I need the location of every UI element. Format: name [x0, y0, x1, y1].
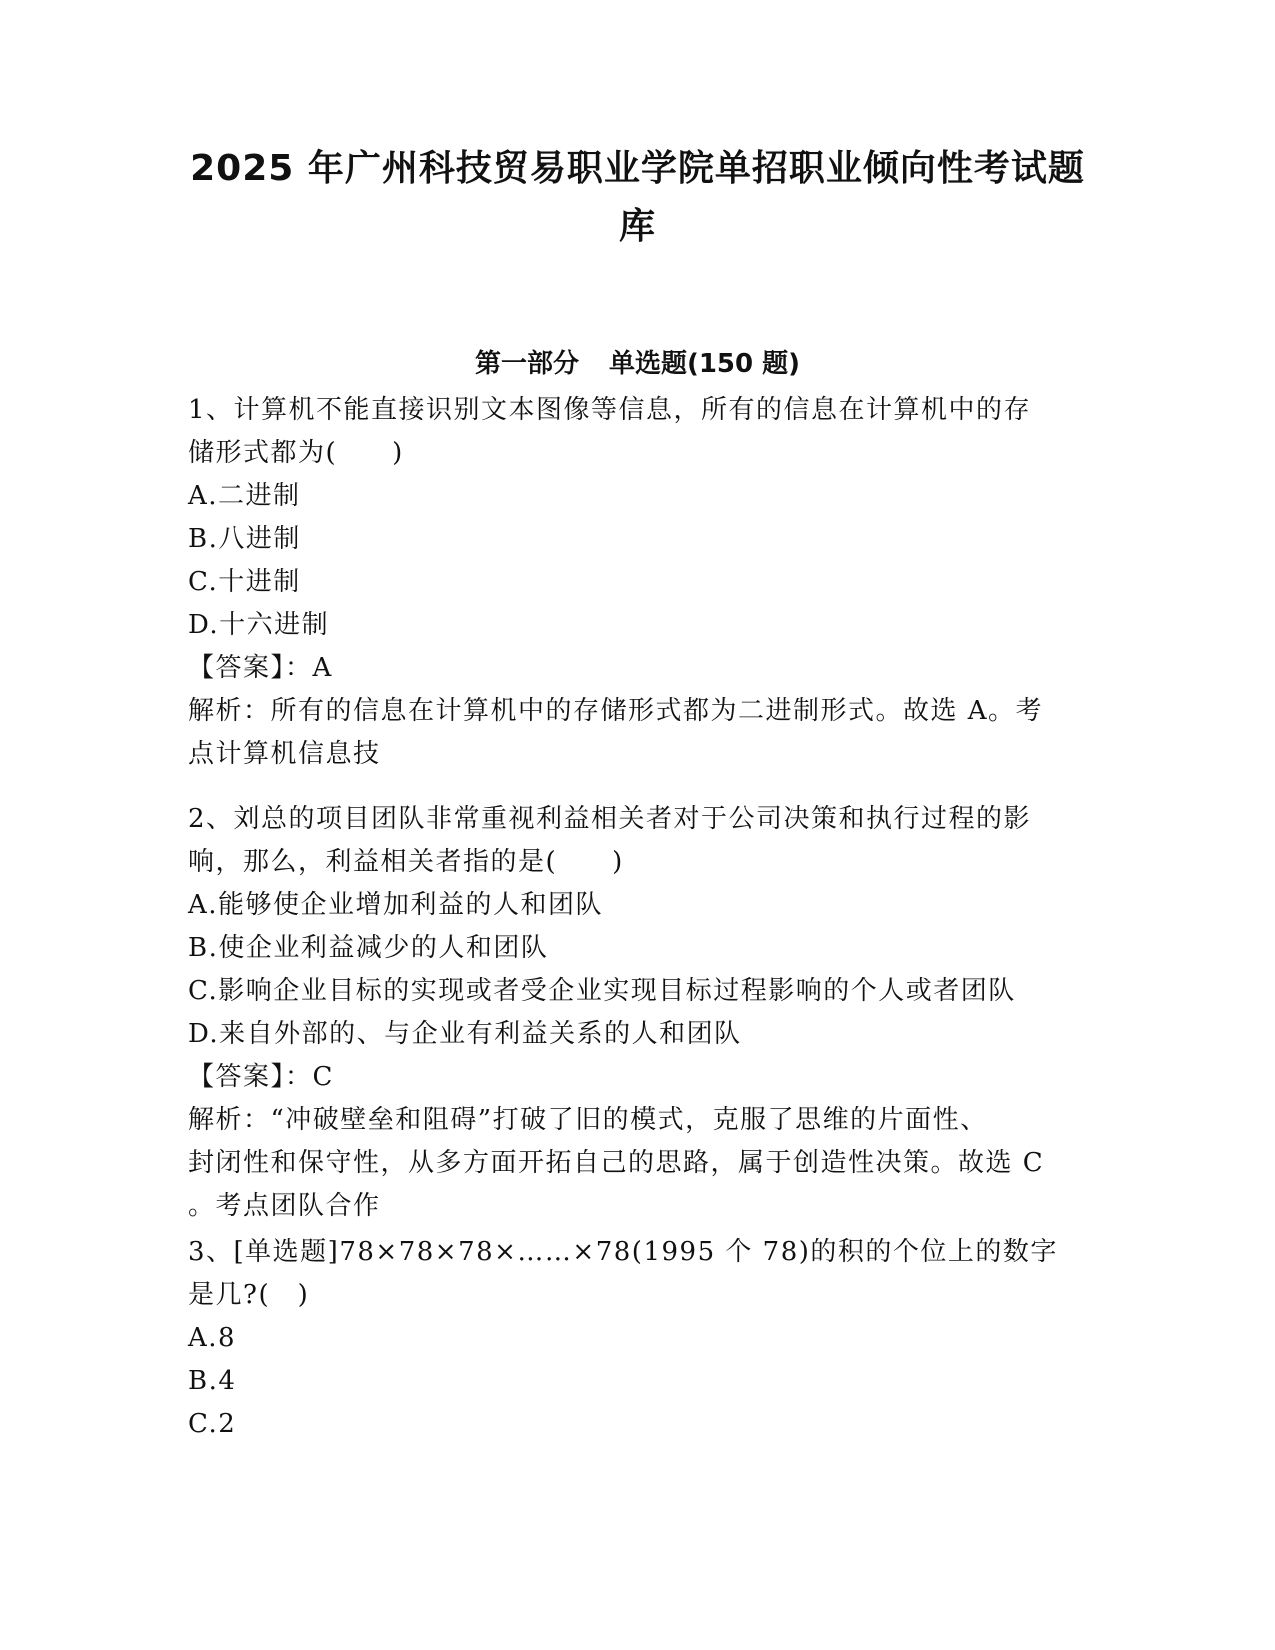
section-name: 单选题(150 题)	[608, 349, 801, 379]
section-heading	[180, 346, 1095, 382]
option-a: A.二进制	[188, 481, 301, 511]
option-a: A.8	[188, 1323, 237, 1353]
analysis-line: 解析：所有的信息在计算机中的存储形式都为二进制形式。故选 A。考	[188, 696, 1044, 726]
option-a: A.能够使企业增加利益的人和团队	[188, 890, 604, 920]
document-title	[180, 140, 1095, 256]
answer-line: 【答案】：C	[188, 1062, 334, 1092]
analysis-line: 解析：“冲破壁垒和阻碍”打破了旧的模式，克服了思维的片面性、	[188, 1105, 988, 1135]
question-stem-line: 1、计算机不能直接识别文本图像等信息，所有的信息在计算机中的存	[188, 395, 1032, 425]
option-b: B.4	[188, 1366, 237, 1396]
option-c: C.2	[188, 1409, 237, 1439]
question-stem-line: 是几?( )	[188, 1280, 310, 1310]
option-b: B.八进制	[188, 524, 301, 554]
question-stem-line: 储形式都为( )	[188, 438, 404, 468]
option-c: C.十进制	[188, 567, 301, 597]
analysis-line: 点计算机信息技	[188, 739, 381, 769]
question-1	[188, 389, 1088, 776]
question-stem-line: 响，那么，利益相关者指的是( )	[188, 847, 624, 877]
question-stem-line: 2、刘总的项目团队非常重视利益相关者对于公司决策和执行过程的影	[188, 804, 1032, 834]
title-line-1: 2025 年广州科技贸易职业学院单招职业倾向性考试题	[190, 148, 1085, 189]
option-b: B.使企业利益减少的人和团队	[188, 933, 549, 963]
question-2	[188, 798, 1088, 1228]
title-line-2: 库	[618, 206, 656, 247]
section-part: 第一部分	[474, 349, 579, 379]
analysis-line: 封闭性和保守性，从多方面开拓自己的思路，属于创造性决策。故选 C	[188, 1148, 1045, 1178]
option-c: C.影响企业目标的实现或者受企业实现目标过程影响的个人或者团队	[188, 976, 1016, 1006]
option-d: D.来自外部的、与企业有利益关系的人和团队	[188, 1019, 742, 1049]
option-d: D.十六进制	[188, 610, 330, 640]
question-3	[188, 1231, 1088, 1446]
answer-line: 【答案】：A	[188, 653, 333, 683]
analysis-line: 。考点团队合作	[188, 1191, 381, 1221]
question-stem-line: 3、[单选题]78×78×78×……×78(1995 个 78)的积的个位上的数字	[188, 1237, 1058, 1267]
